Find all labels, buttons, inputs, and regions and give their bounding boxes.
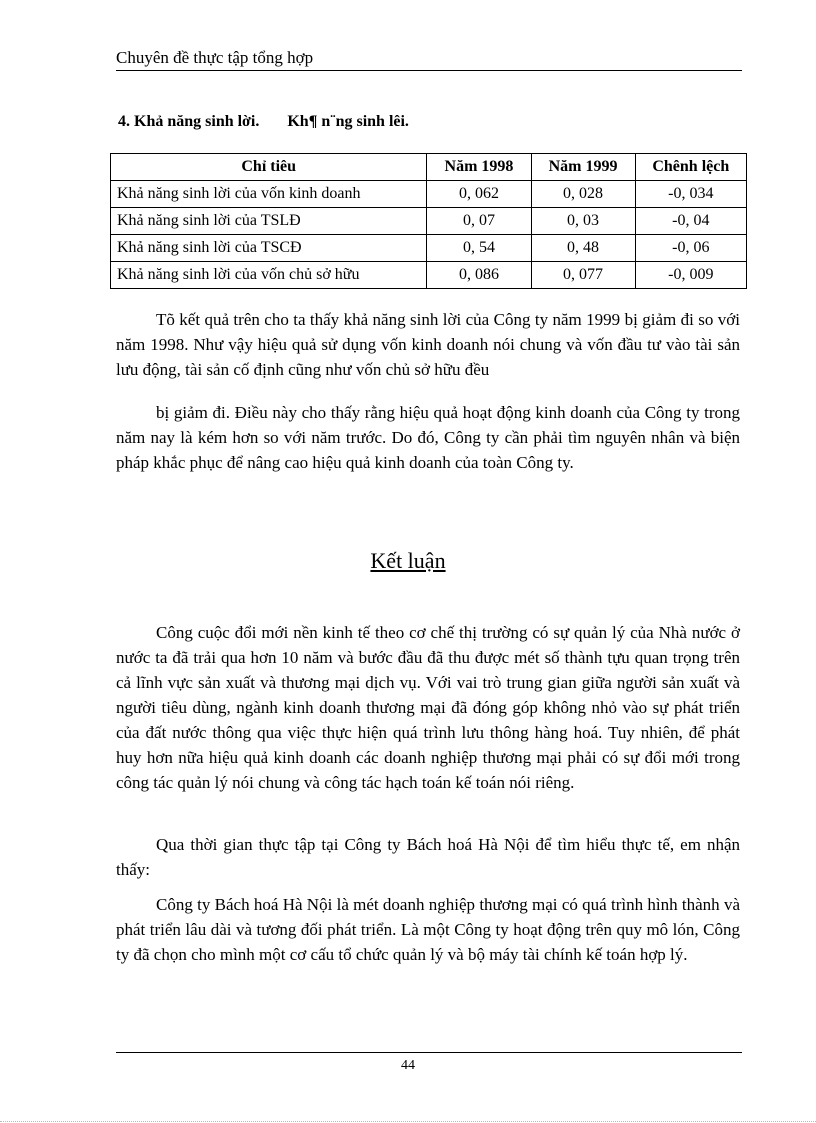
header-divider [116, 70, 742, 71]
cell-1999: 0, 028 [531, 181, 635, 208]
cell-1998: 0, 062 [427, 181, 531, 208]
cell-1999: 0, 077 [531, 262, 635, 289]
conclusion-paragraph-1: Công cuộc đổi mới nền kinh tế theo cơ chế thị trường có sự quản lý của Nhà nước ở nước ta đã trải qua hơn 10 năm và bước đầu đã thu được mét số thành tựu quan trọng trên cả lĩnh vực sản xuất và thương mại dịch vụ. Với vai trò trung gian giữa người sản xuất và người tiêu dùng, ngành kinh doanh thương mại đã đóng góp không nhỏ vào sự phát triển của đất nước thông qua việc thực hiện quá trình lưu thông hàng hoá. Tuy nhiên, để phát huy hơn nữa hiệu quả kinh doanh các doanh nghiệp thương mại phải có sự đổi mới trong công tác quản lý nói chung và công tác hạch toán kế toán nói riêng. [116, 623, 740, 792]
cell-1999: 0, 03 [531, 208, 635, 235]
section-heading-garbled-text: Kh¶ n¨ng sinh lêi. [287, 113, 409, 130]
conclusion-paragraph-2: Qua thời gian thực tập tại Công ty Bách hoá Hà Nội để tìm hiểu thực tế, em nhận thấy: [116, 835, 740, 879]
cell-1998: 0, 086 [427, 262, 531, 289]
cell-difference: -0, 034 [635, 181, 746, 208]
section-heading-text: 4. Khả năng sinh lời. [118, 113, 260, 130]
column-header-indicator: Chỉ tiêu [111, 154, 427, 181]
footer-divider [116, 1052, 742, 1053]
table-row [111, 208, 747, 235]
column-header-year-1999: Năm 1999 [531, 154, 635, 181]
page-number: 44 [401, 1058, 415, 1073]
cell-difference: -0, 009 [635, 262, 746, 289]
cell-1999: 0, 48 [531, 235, 635, 262]
conclusion-title: Kết luận [370, 548, 446, 573]
column-header-year-1998: Năm 1998 [427, 154, 531, 181]
cell-1998: 0, 07 [427, 208, 531, 235]
page-edge-divider [0, 1121, 816, 1122]
analysis-paragraph: Tõ kết quả trên cho ta thấy khả năng sinh lời của Công ty năm 1999 bị giảm đi so với năm 1998. Như vậy hiệu quả sử dụng vốn kinh doanh nói chung và vốn đầu tư vào tài sản lưu động, tài sản cố định cũng như vốn chủ sở hữu đều [116, 310, 740, 379]
row-label: Khả năng sinh lời của TSCĐ [111, 235, 427, 262]
section-heading [118, 113, 409, 131]
row-label: Khả năng sinh lời của TSLĐ [111, 208, 427, 235]
table-row [111, 262, 747, 289]
cell-difference: -0, 04 [635, 208, 746, 235]
table-row [111, 181, 747, 208]
running-header-title: Chuyên đề thực tập tổng hợp [116, 48, 314, 67]
conclusion-paragraph-3: Công ty Bách hoá Hà Nội là mét doanh nghiệp thương mại có quá trình hình thành và phát triển lâu dài và tương đối phát triển. Là một Công ty hoạt động trên quy mô lón, Công ty đã chọn cho mình một cơ cấu tổ chức quản lý và bộ máy tài chính kế toán hợp lý. [116, 895, 740, 964]
cell-1998: 0, 54 [427, 235, 531, 262]
column-header-difference: Chênh lệch [635, 154, 746, 181]
profitability-table [110, 153, 747, 289]
table-header-row [111, 154, 747, 181]
cell-difference: -0, 06 [635, 235, 746, 262]
row-label: Khả năng sinh lời của vốn chủ sở hữu [111, 262, 427, 289]
row-label: Khả năng sinh lời của vốn kinh doanh [111, 181, 427, 208]
analysis-continuation-paragraph: bị giảm đi. Điều này cho thấy rằng hiệu quả hoạt động kinh doanh của Công ty trong năm nay là kém hơn so với năm trước. Do đó, Công ty cần phải tìm nguyên nhân và biện pháp khắc phục để nâng cao hiệu quả kinh doanh của toàn Công ty. [116, 403, 740, 472]
table-row [111, 235, 747, 262]
